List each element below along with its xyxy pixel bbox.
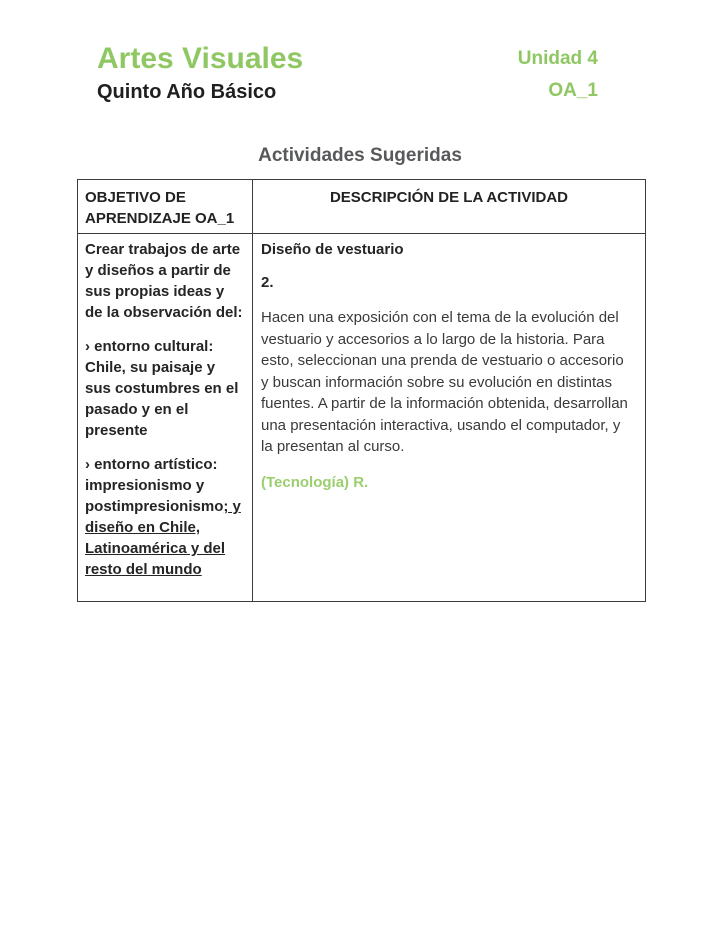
page-subtitle: Quinto Año Básico <box>97 81 277 103</box>
objective-bullet-cultural: › entorno cultural: Chile, su paisaje y sus costumbres en el pasado y en el presente <box>85 338 239 439</box>
activity-title: Diseño de vestuario <box>261 241 404 258</box>
objective-intro: Crear trabajos de arte y diseños a partir de sus propias ideas y de la observación del: <box>85 241 243 321</box>
unit-label: Unidad 4 <box>517 48 598 69</box>
objective-bullet-artistic <box>85 454 245 580</box>
activities-table <box>77 179 646 602</box>
objective-bullet-artistic-plain: › entorno artístico: impresionismo y postimpresionismo <box>85 456 224 515</box>
oa-label: OA_1 <box>548 80 598 101</box>
activity-number: 2. <box>261 273 274 291</box>
unit-block <box>518 40 598 104</box>
objective-column-header: OBJETIVO DE APRENDIZAJE OA_1 <box>78 180 253 234</box>
activity-body: Hacen una exposición con el tema de la evolución del vestuario y accesorios a lo largo de la historia. Para esto, seleccionan una prenda de vestuario o accesorio y buscan información sobre su evolución en distintas fuentes. A partir de la información obtenida, desarrollan una presentación interactiva, usando el computador, y la presentan al curso. <box>261 309 628 455</box>
table-body-row <box>78 234 646 602</box>
section-title: Actividades Sugeridas <box>258 145 462 166</box>
activity-tag: (Tecnología) R. <box>261 473 369 491</box>
description-cell <box>253 234 646 602</box>
description-column-header: DESCRIPCIÓN DE LA ACTIVIDAD <box>253 180 646 234</box>
objective-cell <box>78 234 253 602</box>
page-title: Artes Visuales <box>97 42 304 75</box>
table-header-row <box>78 180 646 234</box>
brand-block <box>97 40 303 106</box>
document-header <box>97 40 598 106</box>
objective-bullet-artistic-underlined: ; y diseño en Chile, Latinoamérica y del resto del mundo <box>85 498 241 578</box>
